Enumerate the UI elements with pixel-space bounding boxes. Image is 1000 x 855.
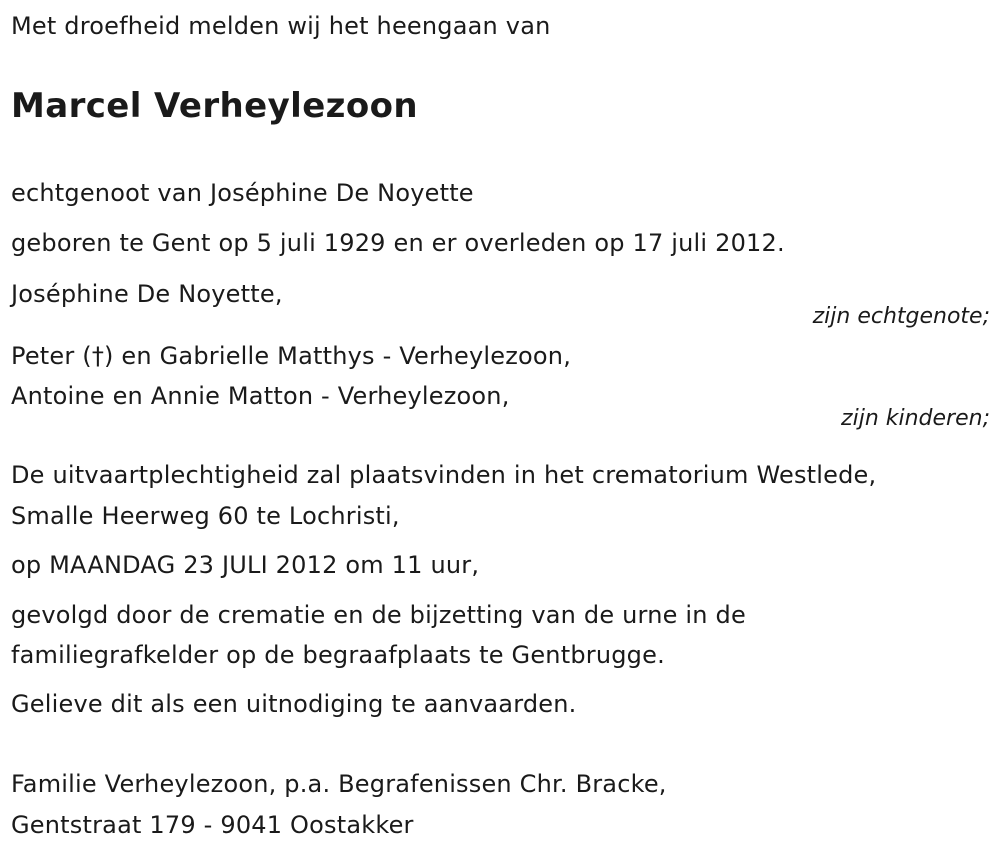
cremation-line-1: gevolgd door de crematie en de bijzetting van de urne in de bbox=[11, 601, 746, 629]
child-line-2: Antoine en Annie Matton - Verheylezoon, bbox=[11, 382, 510, 410]
birth-death-text: geboren te Gent op 5 juli 1929 en er overleden op 17 juli 2012. bbox=[11, 229, 785, 257]
child-line-1: Peter (†) en Gabrielle Matthys - Verheylezoon, bbox=[11, 342, 572, 370]
date-line: op MAANDAG 23 JULI 2012 om 11 uur, bbox=[11, 551, 480, 579]
children-role: zijn kinderen; bbox=[841, 406, 990, 431]
invitation-text: Gelieve dit als een uitnodiging te aanvaarden. bbox=[11, 690, 577, 718]
spouse-role: zijn echtgenote; bbox=[812, 304, 990, 329]
deceased-name: Marcel Verheylezoon bbox=[11, 86, 418, 126]
spouse-name: Joséphine De Noyette, bbox=[11, 280, 283, 308]
contact-line-1: Familie Verheylezoon, p.a. Begrafenissen Chr. Bracke, bbox=[11, 770, 667, 798]
funeral-line-1: De uitvaartplechtigheid zal plaatsvinden in het crematorium Westlede, bbox=[11, 461, 877, 489]
cremation-line-2: familiegrafkelder op de begraafplaats te Gentbrugge. bbox=[11, 641, 665, 669]
intro-text: Met droefheid melden wij het heengaan van bbox=[11, 12, 551, 40]
spouse-of-text: echtgenoot van Joséphine De Noyette bbox=[11, 179, 474, 207]
funeral-line-2: Smalle Heerweg 60 te Lochristi, bbox=[11, 502, 400, 530]
contact-line-2: Gentstraat 179 - 9041 Oostakker bbox=[11, 811, 414, 839]
